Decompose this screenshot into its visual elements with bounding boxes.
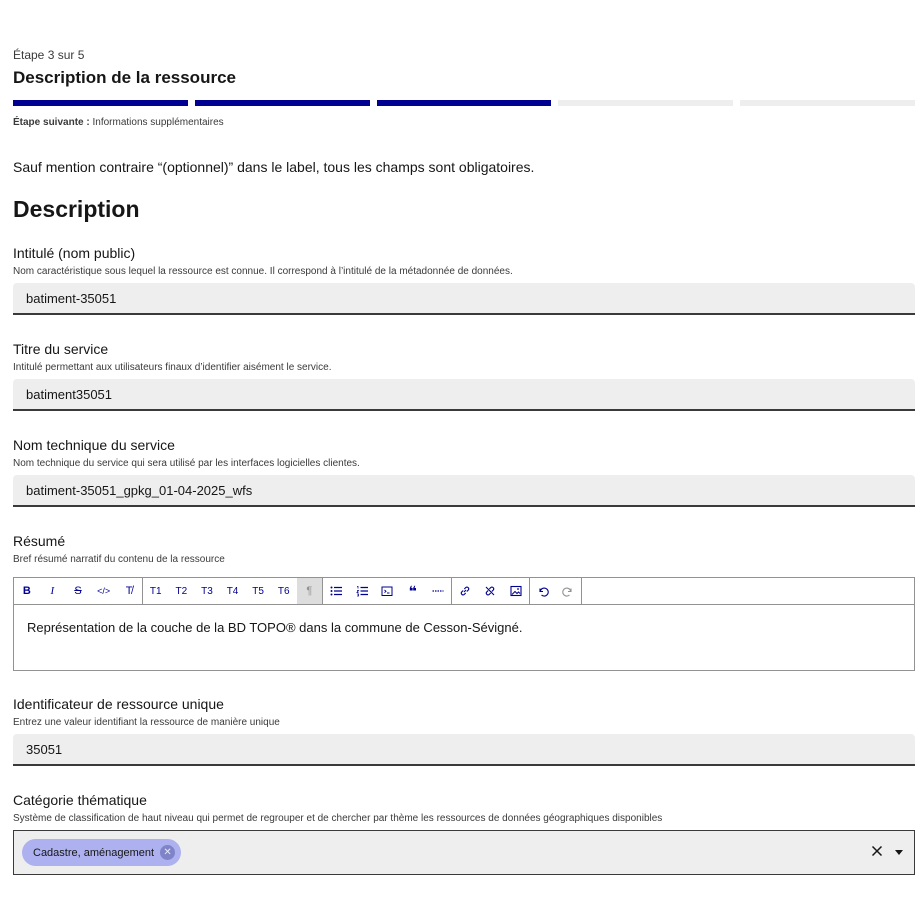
toolbar-group-headings: [143, 578, 323, 604]
code-button[interactable]: </>: [97, 586, 111, 596]
undo-button[interactable]: [530, 578, 556, 604]
public-name-hint: Nom caractéristique sous lequel la ressource est connue. Il correspond à l’intitulé de la métadonnée de données.: [13, 266, 513, 277]
service-title-hint: Intitulé permettant aux utilisateurs finaux d’identifier aisément le service.: [13, 362, 332, 373]
field-technical-name: [13, 437, 915, 507]
stepper-segment-5: [740, 100, 915, 106]
strike-button[interactable]: S: [74, 585, 82, 597]
unique-id-hint: Entrez une valeur identifiant la ressource de manière unique: [13, 717, 280, 728]
field-unique-id: [13, 696, 915, 766]
stepper-title: Description de la ressource: [13, 68, 236, 87]
toolbar-group-media: [452, 578, 530, 604]
toolbar-group-format: [14, 578, 143, 604]
ordered-list-button[interactable]: [349, 578, 375, 604]
field-summary: [13, 533, 915, 671]
field-public-name: [13, 245, 915, 315]
category-combobox[interactable]: [13, 830, 915, 875]
redo-icon: [562, 585, 574, 597]
editor-toolbar: [14, 578, 914, 605]
redo-button[interactable]: [555, 578, 581, 604]
bullet-list-icon: [330, 585, 342, 597]
heading-2-button[interactable]: T2: [175, 585, 188, 597]
image-button[interactable]: [503, 578, 529, 604]
bullet-list-button[interactable]: [323, 578, 349, 604]
paragraph-button[interactable]: ¶: [297, 578, 323, 604]
clear-format-button[interactable]: T̸: [125, 585, 133, 597]
ordered-list-icon: [356, 585, 368, 597]
service-title-label: Titre du service: [13, 341, 109, 357]
heading-1-button[interactable]: T1: [149, 585, 162, 597]
unique-id-label: Identificateur de ressource unique: [13, 696, 224, 712]
stepper-next-value: Informations supplémentaires: [89, 117, 224, 128]
horizontal-rule-button[interactable]: [426, 578, 452, 604]
summary-label: Résumé: [13, 533, 66, 549]
public-name-input[interactable]: batiment-35051: [13, 283, 915, 315]
stepper-next-step: [13, 117, 224, 128]
public-name-label: Intitulé (nom public): [13, 245, 136, 261]
toolbar-group-blocks: [323, 578, 452, 604]
section-title: Description: [13, 196, 140, 222]
italic-button[interactable]: I: [50, 585, 55, 597]
quote-button[interactable]: ❝: [408, 582, 417, 599]
stepper-segment-1: [13, 100, 188, 106]
clear-icon[interactable]: [870, 844, 884, 858]
stepper-segment-2: [195, 100, 370, 106]
link-icon: [459, 585, 471, 597]
toolbar-group-history: [530, 578, 582, 604]
mandatory-notice: Sauf mention contraire “(optionnel)” dans le label, tous les champs sont obligatoires.: [13, 159, 535, 175]
technical-name-input[interactable]: batiment-35051_gpkg_01-04-2025_wfs: [13, 475, 915, 507]
chevron-down-icon[interactable]: [895, 850, 903, 855]
category-chip: [22, 839, 181, 866]
image-icon: [510, 585, 522, 597]
stepper-next-label: Étape suivante :: [13, 117, 90, 128]
unique-id-input[interactable]: 35051: [13, 734, 915, 766]
stepper-segment-4: [558, 100, 733, 106]
link-button[interactable]: [452, 578, 478, 604]
technical-name-label: Nom technique du service: [13, 437, 175, 453]
undo-icon: [537, 585, 549, 597]
heading-4-button[interactable]: T4: [226, 585, 239, 597]
stepper-segment-3: [377, 100, 552, 106]
heading-3-button[interactable]: T3: [201, 585, 213, 597]
category-label: Catégorie thématique: [13, 792, 147, 808]
category-chip-label: Cadastre, aménagement: [33, 846, 155, 859]
stepper-count: Étape 3 sur 5: [13, 48, 85, 62]
code-block-button[interactable]: [374, 578, 400, 604]
chip-remove-icon[interactable]: ✕: [160, 845, 175, 860]
category-hint: Système de classification de haut niveau qui permet de regrouper et de chercher par thème les ressources de données géographiques disponibles: [13, 813, 663, 824]
bold-button[interactable]: B: [22, 585, 31, 597]
technical-name-hint: Nom technique du service qui sera utilisé par les interfaces logicielles clientes.: [13, 458, 360, 469]
field-service-title: [13, 341, 915, 411]
stepper-progress: [13, 100, 915, 106]
heading-6-button[interactable]: T6: [277, 585, 290, 597]
service-title-input[interactable]: batiment35051: [13, 379, 915, 411]
heading-5-button[interactable]: T5: [252, 585, 264, 597]
summary-editor-content[interactable]: Représentation de la couche de la BD TOPO® dans la commune de Cesson-Sévigné.: [27, 620, 523, 635]
unlink-icon: [484, 585, 496, 597]
horizontal-rule-icon: [432, 585, 444, 597]
summary-editor: [13, 577, 915, 671]
unlink-button[interactable]: [478, 578, 504, 604]
code-block-icon: [381, 585, 393, 597]
summary-hint: Bref résumé narratif du contenu de la ressource: [13, 554, 225, 565]
field-category: [13, 792, 915, 875]
